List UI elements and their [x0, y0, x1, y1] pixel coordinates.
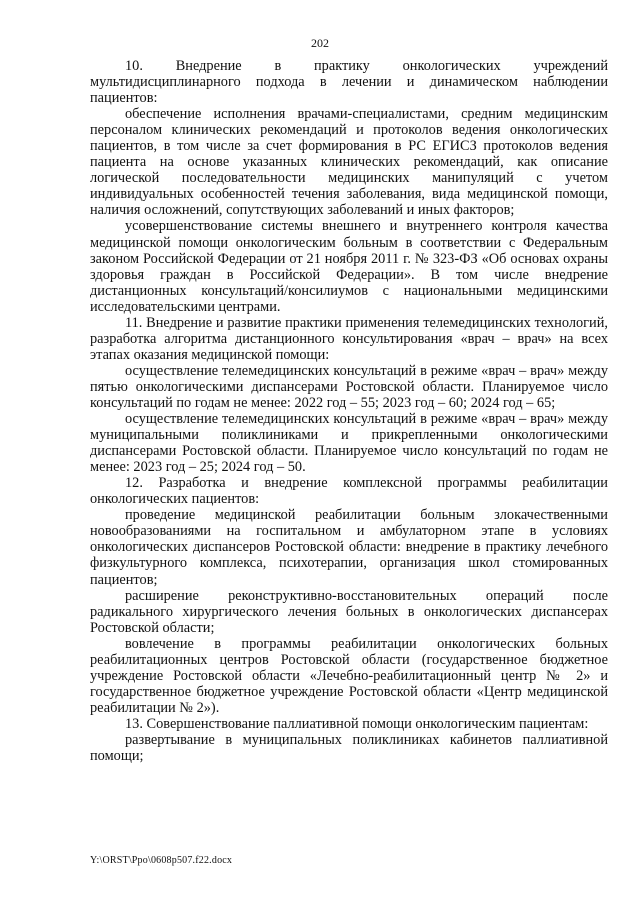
paragraph: расширение реконструктивно-восстановительных операций после радикального хирургического лечения больных в онкологических диспансерах Ростовской области; — [90, 587, 608, 636]
paragraph: усовершенствование системы внешнего и внутреннего контроля качества медицинской помощи онкологическим больным в соответствии с Федеральным законом Российской Федерации от 21 ноября 2011 г. № 323-ФЗ «Об основах охраны здоровья граждан в Российской Федерации». В том числе внедрение дистанционных консультаций/консилиумов с национальными медицинскими исследовательскими центрами. — [90, 218, 608, 315]
page-number: 202 — [311, 36, 329, 50]
file-path-footer: Y:\ORST\Ppo\0608p507.f22.docx — [90, 855, 233, 866]
paragraph: развертывание в муниципальных поликлиниках кабинетов паллиативной помощи; — [90, 731, 608, 765]
section-11-heading: 11. Внедрение и развитие практики применения телемедицинских технологий, разработка алгоритма дистанционного консультирования «врач – врач» на всех этапах оказания медицинской помощи: — [90, 314, 608, 363]
document-body — [90, 58, 608, 764]
paragraph: осуществление телемедицинских консультаций в режиме «врач – врач» между муниципальными поликлиниками и прикрепленными онкологическими диспансерами Ростовской области. Планируемое число консультаций по годам не менее: 2023 год – 25; 2024 год – 50. — [90, 411, 608, 476]
paragraph: проведение медицинской реабилитации больным злокачественными новообразованиями на госпитальном и амбулаторном этапе в условиях онкологических диспансеров Ростовской области: внедрение в практику лечебного физкультурного комплекса, психотерапии, организация школ стомированных пациентов; — [90, 507, 608, 588]
paragraph: вовлечение в программы реабилитации онкологических больных реабилитационных центров Ростовской области (государственное бюджетное учреждение Ростовской области «Лечебно-реабилитационный центр № 2» и государственное бюджетное учреждение Ростовской области «Центр медицинской реабилитации № 2»). — [90, 635, 608, 716]
paragraph: обеспечение исполнения врачами-специалистами, средним медицинским персоналом клинических рекомендаций и протоколов ведения онкологических пациентов, в том числе за счет формирования в РС ЕГИСЗ протоколов ведения пациента на основе указанных клинических рекомендаций, как описание логической последовательности медицинских манипуляций с учетом индивидуальных особенностей течения заболевания, вида медицинской помощи, наличия осложнений, сопутствующих заболеваний и иных факторов; — [90, 106, 608, 219]
paragraph: осуществление телемедицинских консультаций в режиме «врач – врач» между пятью онкологическими диспансерами Ростовской области. Планируемое число консультаций по годам не менее: 2022 год – 55; 2023 год – 60; 2024 год – 65; — [90, 362, 608, 411]
section-13-heading: 13. Совершенствование паллиативной помощи онкологическим пациентам: — [125, 715, 589, 732]
section-10-heading: 10. Внедрение в практику онкологических учреждений мультидисциплинарного подхода в лечении и динамическом наблюдении пациентов: — [90, 58, 608, 107]
section-12-heading: 12. Разработка и внедрение комплексной программы реабилитации онкологических пациентов: — [90, 475, 608, 508]
